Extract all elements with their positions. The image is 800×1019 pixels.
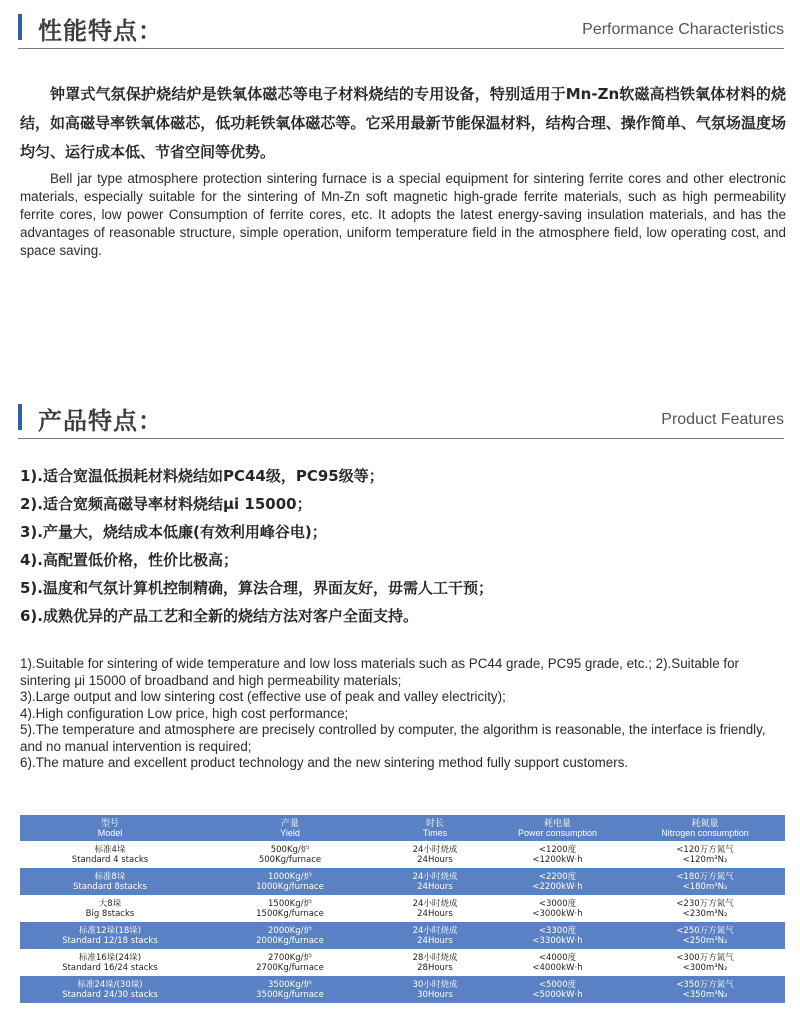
- table-row: [20, 841, 785, 868]
- table-row: [20, 895, 785, 922]
- cell-yield: 1000Kg/炉 1000Kg/furnace: [256, 871, 324, 892]
- header-power: 耗电量 Power consumption: [517, 818, 598, 838]
- performance-title-en: Performance Characteristics: [582, 21, 784, 38]
- cell-power: <3000度 <3000kW·h: [532, 898, 583, 919]
- section-divider: [18, 438, 784, 439]
- cell-nitrogen: <120万方氮气 <120m³N₂: [676, 844, 734, 865]
- cell-model: 大8垛 Big 8stacks: [85, 898, 135, 919]
- specifications-table: [20, 815, 785, 1003]
- cell-model: 标准12垛(18垛) Standard 12/18 stacks: [62, 925, 158, 946]
- header-yield: 产量 Yield: [280, 818, 300, 838]
- feature-item-cn: 1).适合宽温低损耗材料烧结如PC44级，PC95级等；: [20, 467, 384, 485]
- cell-model: 标准4垛 Standard 4 stacks: [71, 844, 149, 865]
- cell-yield: 1500Kg/炉 1500Kg/furnace: [256, 898, 324, 919]
- feature-item-cn: 5).温度和气氛计算机控制精确，算法合理，界面友好，毋需人工干预；: [20, 579, 493, 597]
- cell-nitrogen: <250万方氮气 <250m³N₂: [676, 925, 734, 946]
- feature-item-cn: 3).产量大，烧结成本低廉(有效利用峰谷电)；: [20, 523, 327, 541]
- feature-item-en: 1).Suitable for sintering of wide temperature and low loss materials such as PC44 grade, PC95 grade, etc.; 2).Suitable for sintering μi 15000 of broadband and high permeability materials;: [20, 656, 740, 688]
- feature-item-en: 4).High configuration Low price, high cost performance;: [20, 705, 349, 721]
- performance-title-cn: 性能特点：: [38, 17, 163, 45]
- cell-yield: 500Kg/炉 500Kg/furnace: [258, 844, 322, 865]
- cell-time: 24小时烧成 24Hours: [412, 844, 458, 865]
- cell-time: 28小时烧成 28Hours: [412, 952, 458, 973]
- performance-description-cn: 钟罩式气氛保护烧结炉是铁氧体磁芯等电子材料烧结的专用设备，特别适用于Mn-Zn软磁高档铁氧体材料的烧结，如高磁导率铁氧体磁芯，低功耗铁氧体磁芯等。它采用最新节能保温材料，结构合理、操作简单、气氛场温度场均匀、运行成本低、节省空间等优势。: [20, 85, 786, 161]
- header-nitrogen: 耗氮量 Nitrogen consumption: [661, 818, 749, 838]
- header-model: 型号 Model: [97, 818, 123, 838]
- section-accent-bar: [18, 404, 22, 430]
- cell-nitrogen: <180万方氮气 <180m³N₂: [676, 871, 734, 892]
- performance-description-en: Bell jar type atmosphere protection sintering furnace is a special equipment for sintering ferrite cores and other electronic materials, especially suitable for the sintering of Mn-Zn soft magnetic high-grade ferrite materials, such as high permeability ferrite cores, low power Consumption of ferrite cores, etc. It adopts the latest energy-saving insulation materials, and has the advantages of reasonable structure, simple operation, uniform temperature field in the atmosphere field, low operating cost, and space saving.: [20, 171, 786, 258]
- cell-time: 24小时烧成 24Hours: [412, 871, 458, 892]
- cell-time: 30小时烧成 30Hours: [412, 979, 458, 1000]
- cell-model: 标准24垛/(30垛) Standard 24/30 stacks: [62, 979, 158, 1000]
- cell-power: <1200度 <1200kW·h: [532, 844, 583, 865]
- table-row: [20, 976, 785, 1003]
- cell-model: 标准16垛(24垛) Standard 16/24 stacks: [62, 952, 158, 973]
- cell-power: <4000度 <4000kW·h: [532, 952, 583, 973]
- cell-power: <5000度 <5000kW·h: [532, 979, 583, 1000]
- table-row: [20, 949, 785, 976]
- table-row: [20, 868, 785, 895]
- feature-item-en: 5).The temperature and atmosphere are precisely controlled by computer, the algorithm is reasonable, the interface is friendly, and no manual intervention is required;: [20, 722, 766, 754]
- cell-power: <2200度 <2200kW·h: [532, 871, 583, 892]
- section-divider: [18, 48, 784, 49]
- feature-item-cn: 4).高配置低价格，性价比极高；: [20, 551, 238, 569]
- section-accent-bar: [18, 14, 22, 40]
- feature-item-en: 6).The mature and excellent product technology and the new sintering method fully support customers.: [20, 755, 629, 770]
- product-title-en: Product Features: [661, 411, 784, 428]
- cell-yield: 2700Kg/炉 2700Kg/furnace: [256, 952, 324, 973]
- features-list-cn: [20, 462, 790, 630]
- feature-item-cn: 2).适合宽频高磁导率材料烧结μi 15000；: [20, 495, 312, 513]
- product-title-cn: 产品特点：: [38, 407, 163, 435]
- cell-nitrogen: <350万方氮气 <350m³N₂: [676, 979, 734, 1000]
- cell-nitrogen: <230万方氮气 <230m³N₂: [676, 898, 734, 919]
- header-times: 时长 Times: [422, 818, 448, 838]
- feature-item-cn: 6).成熟优异的产品工艺和全新的烧结方法对客户全面支持。: [20, 607, 418, 625]
- feature-item-en: 3).Large output and low sintering cost (effective use of peak and valley electricity);: [20, 689, 506, 704]
- performance-section-header: [0, 8, 800, 48]
- cell-model: 标准8垛 Standard 8stacks: [73, 871, 147, 892]
- cell-power: <3300度 <3300kW·h: [532, 925, 583, 946]
- cell-nitrogen: <300万方氮气 <300m³N₂: [676, 952, 734, 973]
- table-header-row: [20, 815, 785, 841]
- cell-yield: 2000Kg/炉 2000Kg/furnace: [256, 925, 324, 946]
- table-row: [20, 922, 785, 949]
- cell-yield: 3500Kg/炉 3500Kg/furnace: [256, 979, 324, 1000]
- cell-time: 24小时烧成 24Hours: [412, 925, 458, 946]
- cell-time: 24小时烧成 24Hours: [412, 898, 458, 919]
- features-list-en: [20, 656, 790, 772]
- product-section-header: [0, 398, 800, 438]
